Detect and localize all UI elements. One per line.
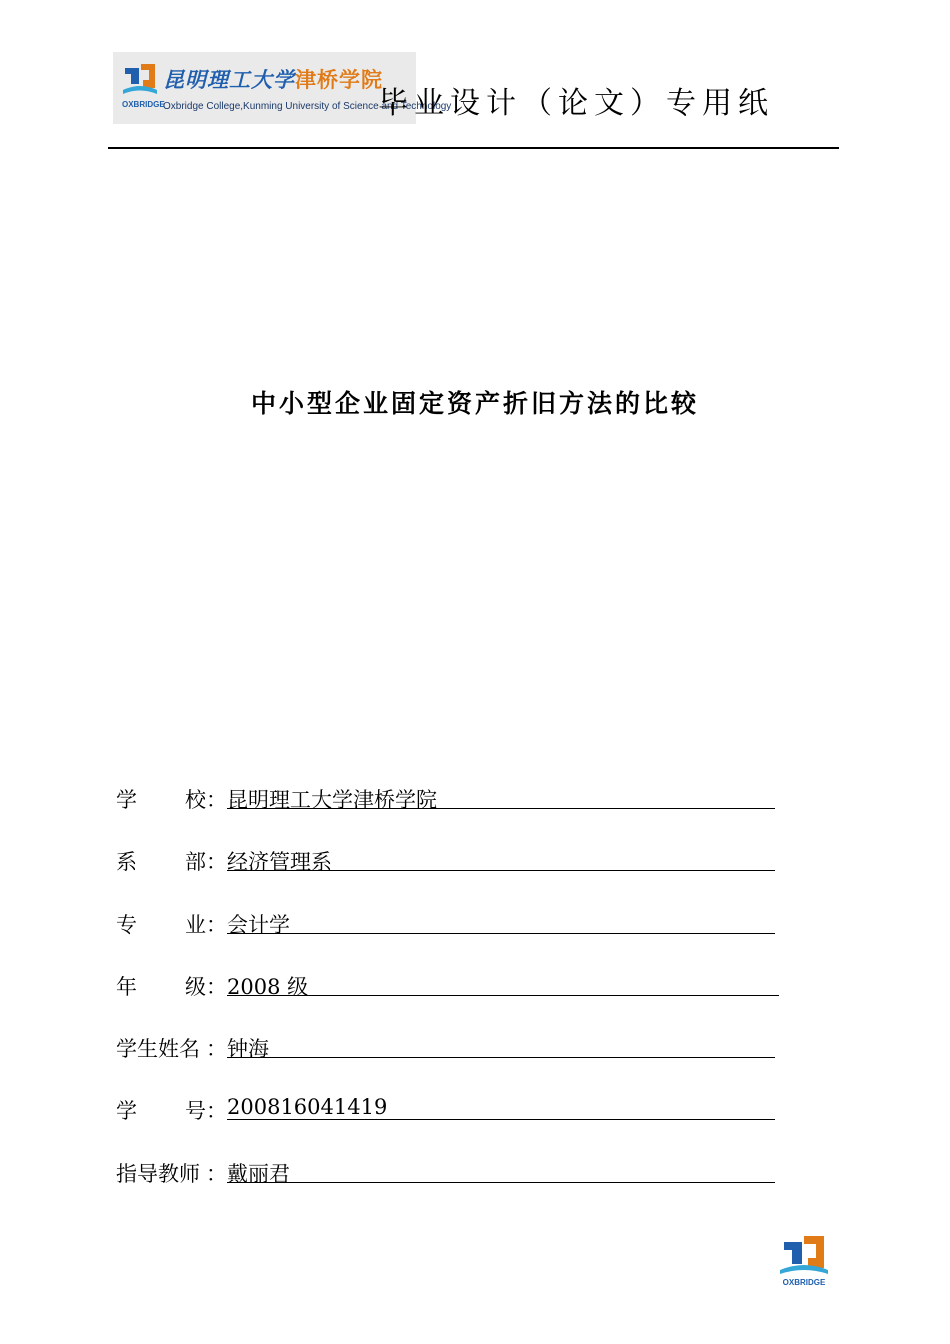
logo-name-cn-highlight: 津桥学院 [295, 67, 383, 92]
header-divider [108, 147, 839, 149]
footer-brand: OXBRIDGE [782, 1278, 826, 1287]
info-value: 经济管理系 [227, 850, 332, 875]
info-label-char: 校 [185, 788, 206, 812]
info-label [116, 846, 206, 876]
info-label-char: 指导教师 [116, 1161, 200, 1186]
info-colon: ： [206, 1161, 227, 1186]
info-label [116, 1095, 206, 1125]
info-colon: ： [206, 912, 227, 937]
info-value: 会计学 [227, 912, 290, 937]
info-underline [227, 1119, 775, 1120]
college-logo [113, 52, 452, 124]
info-label-char: 年 [116, 974, 137, 999]
footer-logo-icon [776, 1230, 832, 1288]
info-label [116, 784, 206, 814]
info-underline [227, 995, 779, 996]
info-colon: ： [206, 974, 227, 999]
info-label-char: 学 [116, 788, 137, 812]
info-colon: ： [206, 850, 227, 875]
info-underline [227, 1057, 775, 1058]
info-underline [227, 808, 775, 809]
info-value: 200816041419 [227, 1095, 388, 1120]
info-underline [227, 870, 775, 871]
college-emblem-icon [121, 60, 159, 98]
info-label [116, 909, 206, 939]
info-value: 2008 级 [227, 974, 309, 999]
info-underline [227, 933, 775, 934]
info-value: 钟海 [227, 1037, 269, 1062]
info-colon: ： [206, 788, 227, 812]
info-value: 戴丽君 [227, 1161, 290, 1186]
logo-name-en: Oxbridge College,Kunming University of Science and Technology [163, 101, 452, 112]
header-title: 毕业设计（论文）专用纸 [378, 86, 774, 121]
info-label-char: 级 [185, 974, 206, 999]
info-label-char: 专 [116, 912, 137, 937]
info-value: 昆明理工大学津桥学院 [227, 788, 437, 812]
info-label-char: 部 [185, 850, 206, 875]
thesis-title: 中小型企业固定资产折旧方法的比较 [250, 389, 699, 418]
logo-brand: OXBRIDGE [122, 100, 165, 109]
info-underline [227, 1182, 775, 1183]
info-label-char: 号 [185, 1099, 206, 1124]
info-label [116, 971, 206, 1001]
logo-name-cn: 昆明理工大学津桥学院 [163, 67, 383, 92]
info-colon: ： [206, 1099, 227, 1124]
info-label-char: 业 [185, 912, 206, 937]
info-colon: ： [206, 1037, 227, 1062]
info-label-char: 学 [116, 1099, 137, 1124]
info-label-char: 学生姓名 [116, 1037, 200, 1062]
info-label-char: 系 [116, 850, 137, 875]
